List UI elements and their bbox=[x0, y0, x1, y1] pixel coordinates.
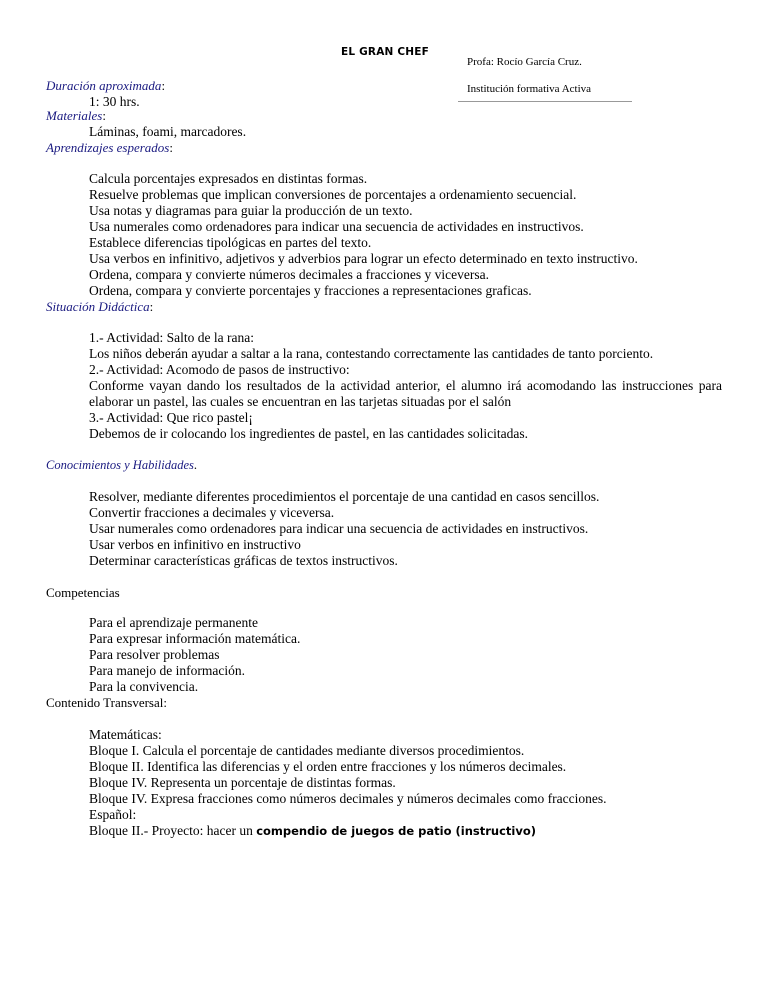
expected-learning-list bbox=[89, 171, 638, 299]
list-item: Usar numerales como ordenadores para indicar una secuencia de actividades en instructivos. bbox=[89, 521, 589, 536]
transversal-heading: Contenido Transversal: bbox=[46, 695, 167, 710]
teacher-name: Profa: Rocío García Cruz. bbox=[467, 56, 582, 68]
list-item: Para la convivencia. bbox=[89, 679, 199, 694]
list-item: Convertir fracciones a decimales y viceversa. bbox=[89, 505, 335, 520]
institution-name: Institución formativa Activa bbox=[467, 83, 592, 95]
activity-3-title: 3.- Actividad: Que rico pastel¡ bbox=[89, 410, 253, 425]
list-item: Resolver, mediante diferentes procedimientos el porcentaje de una cantidad en casos sencillos. bbox=[89, 489, 600, 504]
list-item: Establece diferencias tipológicas en partes del texto. bbox=[89, 235, 372, 250]
spanish-label: Español: bbox=[89, 807, 137, 822]
activity-2-text-line-1: Conforme vayan dando los resultados de la actividad anterior, el alumno irá acomodando las instrucciones para bbox=[89, 378, 722, 393]
activity-3-text: Debemos de ir colocando los ingredientes de pastel, en las cantidades solicitadas. bbox=[89, 426, 528, 441]
list-item: Ordena, compara y convierte porcentajes y fracciones a representaciones graficas. bbox=[89, 283, 532, 298]
competencies-heading: Competencias bbox=[46, 585, 120, 600]
didactic-situation-body bbox=[89, 330, 722, 442]
duration-value: 1: 30 hrs. bbox=[89, 94, 140, 109]
list-item: Para manejo de información. bbox=[89, 663, 245, 678]
list-item: Usa verbos en infinitivo, adjetivos y adverbios para lograr un efecto determinado en texto instructivo. bbox=[89, 251, 638, 266]
list-item: Bloque IV. Expresa fracciones como números decimales y números decimales como fracciones. bbox=[89, 791, 607, 806]
list-item: Bloque IV. Representa un porcentaje de distintas formas. bbox=[89, 775, 396, 790]
expected-learning-heading: Aprendizajes esperados: bbox=[46, 140, 173, 155]
activity-2-title: 2.- Actividad: Acomodo de pasos de instructivo: bbox=[89, 362, 350, 377]
didactic-situation-heading: Situación Didáctica: bbox=[46, 299, 154, 314]
list-item: Usa numerales como ordenadores para indicar una secuencia de actividades en instructivos. bbox=[89, 219, 584, 234]
competencies-list bbox=[89, 615, 300, 695]
activity-1-text: Los niños deberán ayudar a saltar a la rana, contestando correctamente las cantidades de tanto porciento. bbox=[89, 346, 654, 361]
knowledge-heading: Conocimientos y Habilidades. bbox=[46, 458, 198, 472]
math-label: Matemáticas: bbox=[89, 727, 162, 742]
duration-heading: Duración aproximada: bbox=[46, 78, 166, 93]
list-item: Determinar características gráficas de textos instructivos. bbox=[89, 553, 398, 568]
list-item: Para el aprendizaje permanente bbox=[89, 615, 259, 630]
list-item: Ordena, compara y convierte números decimales a fracciones y viceversa. bbox=[89, 267, 489, 282]
header-divider bbox=[458, 101, 632, 102]
list-item: Para resolver problemas bbox=[89, 647, 220, 662]
project-line bbox=[89, 823, 606, 839]
activity-2-text-line-2: elaborar un pastel, las cuales se encuentran en las tarjetas situadas por el salón bbox=[89, 394, 512, 409]
transversal-list bbox=[89, 727, 606, 839]
list-item: Resuelve problemas que implican conversiones de porcentajes a ordenamiento secuencial. bbox=[89, 187, 577, 202]
project-prefix: Bloque II.- Proyecto: hacer un bbox=[89, 823, 257, 838]
document-title: EL GRAN CHEF bbox=[341, 46, 430, 58]
project-bold: compendio de juegos de patio (instructivo) bbox=[256, 824, 537, 838]
activity-1-title: 1.- Actividad: Salto de la rana: bbox=[89, 330, 254, 345]
list-item: Para expresar información matemática. bbox=[89, 631, 301, 646]
knowledge-list bbox=[89, 489, 599, 569]
list-item: Bloque I. Calcula el porcentaje de cantidades mediante diversos procedimientos. bbox=[89, 743, 525, 758]
list-item: Usar verbos en infinitivo en instructivo bbox=[89, 537, 301, 552]
list-item: Bloque II. Identifica las diferencias y el orden entre fracciones y los números decimales. bbox=[89, 759, 567, 774]
list-item: Calcula porcentajes expresados en distintas formas. bbox=[89, 171, 368, 186]
materials-heading: Materiales: bbox=[46, 108, 106, 123]
materials-value: Láminas, foami, marcadores. bbox=[89, 124, 247, 139]
list-item: Usa notas y diagramas para guiar la producción de un texto. bbox=[89, 203, 413, 218]
